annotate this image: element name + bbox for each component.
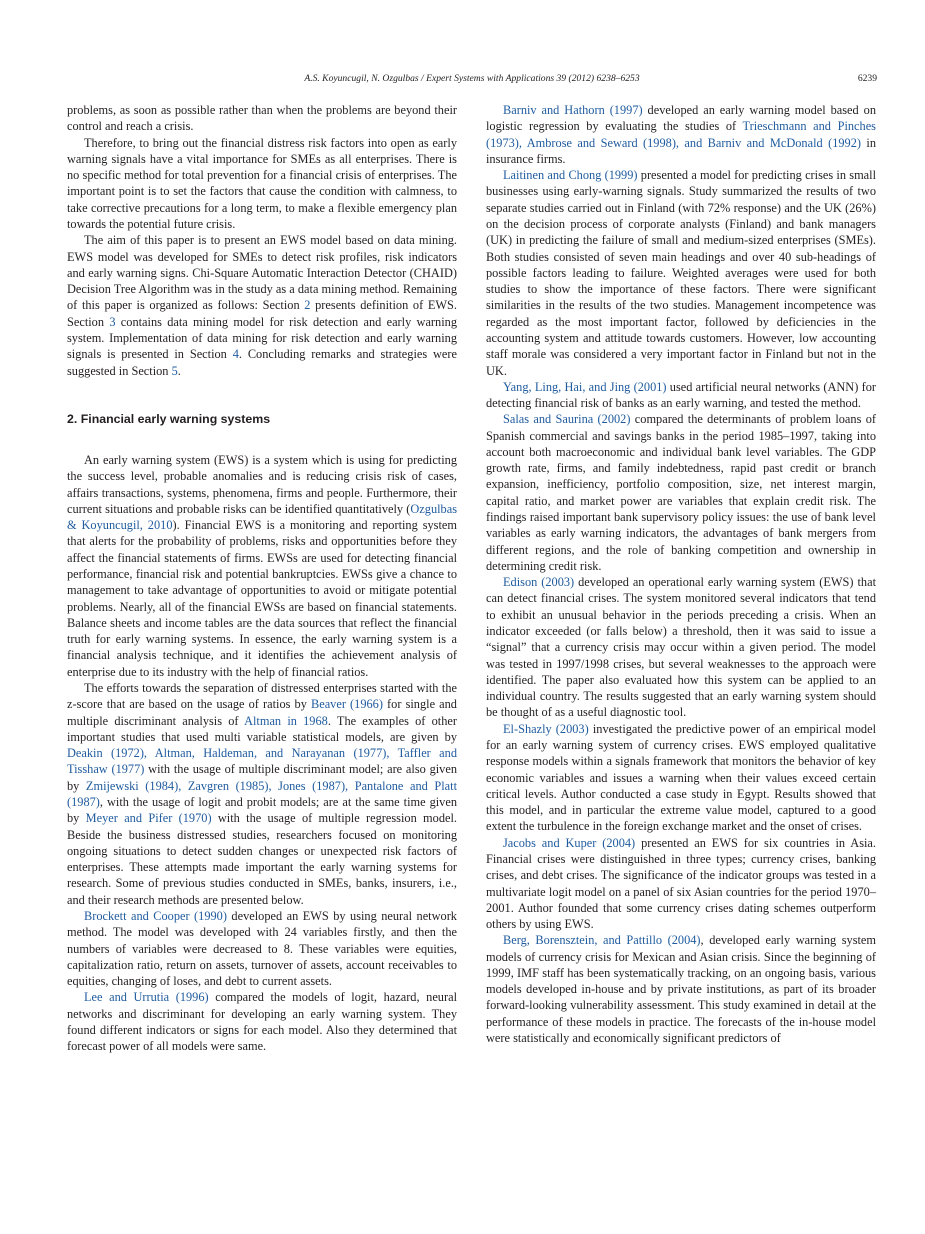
left-column <box>67 102 457 1054</box>
section-link[interactable]: 3 <box>109 314 116 329</box>
paragraph-continuation: problems, as soon as possible rather than when the problems are beyond their control and reach a crisis. <box>67 103 457 134</box>
paragraph-ews-definition: An early warning system (EWS) is a system which is using for predicting the success level, probable anomalies and is reducing crisis risk of cases, affairs transactions, systems, phenomena, firms and people. Furthermore, their current situations and probable risks can be identified quantitatively (Ozgulbas & Koyuncugil, 2010). Financial EWS is a monitoring and reporting system that alerts for the probability of problems, risks and opportunities before they affect the financial statements of firms. EWSs are used for detecting financial performance, financial risk and potential bankruptcies. EWSs give a chance to management to take advantage of opportunities to avoid or mitigate potential problems. Nearly, all of the financial EWSs are based on financial statements. Balance sheets and income tables are the data sources that reflect the financial truth for early warning systems. In essence, the early warning system is a financial analysis technique, and it identifies the achievement analysis of enterprise due to its industry with the help of financial ratios. <box>67 453 457 679</box>
citation-link[interactable]: Edison (2003) <box>503 575 575 590</box>
citation-link[interactable]: Ozgulbas & Koyuncugil, 2010 <box>67 501 457 533</box>
paragraph-salas: Salas and Saurina (2002) compared the determinants of problem loans of Spanish commercial and savings banks in the period 1985–1997, taking into account both macroeconomic and individual bank level variables. The GDP growth rate, firms, and family indebtedness, rapid past credit or branch expansion, inefficiency, portfolio composition, size, net interest margin, capital ratio, and market power are variables that explain credit risk. The findings raised important bank supervisory policy issues: the use of bank level variables as early warning indicators, the advantages of bank mergers from different regions, and the role of banking competition and ownership in determining credit risk. <box>486 412 876 573</box>
paragraph-berg: Berg, Borensztein, and Pattillo (2004), developed early warning system models of currency crisis for Mexican and Asian crisis. Since the beginning of 1999, IMF staff has been systematically tracking, on an ongoing basis, various models developed in-house and by private institutions, as part of its broader forward-looking vulnerability assessment. This study examined in detail at the performance of these models in practice. The forecasts of the in-house model were statistically and economically significant predictors of <box>486 933 877 1046</box>
paragraph-laitinen: Laitinen and Chong (1999) presented a model for predicting crises in small businesses using early-warning signals. Study summarized the results of two separate studies carried out in Finland (with 72% response) and the UK (26%) on the decision process of corporate analysts (Finland) and bank managers (UK) in predicting the failure of small and medium-sized enterprises (SMEs). Both studies consisted of seven main headings and over 40 sub-headings of possible factors leading to failure. Weighted averages were used for both studies to show the importance of these factors. There were significant similarities in the results of the two studies. Management incompetence was regarded as the most important factor, followed by deficiencies in the accounting system and attitude towards customers. However, low accounting staff morale was considered a very important factor in Finland but not in the UK. <box>486 168 877 378</box>
section-link[interactable]: 4 <box>232 347 239 362</box>
paragraph-therefore: Therefore, to bring out the financial distress risk factors into open as early warning signals have a vital importance for SMEs as all enterprises. There is no specific method for total prevention for a financial crisis of enterprises. The important point is to set the factors that cause the condition with calmness, to take corrective precautions for a long term, to make a flexible emergency plan towards the potential future crisis. <box>67 135 457 231</box>
paragraph-brockett: Brockett and Cooper (1990) developed an EWS by using neural network method. The model was developed with 24 variables firstly, and then the numbers of variables were decreased to 8. These variables were equities, capitalization ratio, return on assets, turnover of assets, account receivables to equities, changing of loses, and debt to current assets. <box>67 908 457 989</box>
citation-link[interactable]: Trieschmann and Pinches (1973), Ambrose and Seward (1998), and Barniv and McDonald (1992) <box>486 119 876 150</box>
paragraph-efforts: The efforts towards the separation of distressed enterprises started with the z-score that are based on the usage of ratios by Beaver (1966) for single and multiple discriminant analysis of Altman in 1968. The examples of other important studies that used multi variable statistical models, are given by Deakin (1972), Altman, Haldeman, and Narayanan (1977), Taffler and Tisshaw (1977) with the usage of multiple discriminant model; are also given by Zmijewski (1984), Zavgren (1985), Jones (1987), Pantalone and Platt (1987), with the usage of logit and probit models; are at the same time given by Meyer and Pifer (1970) with the usage of multiple regression model. Beside the business distressed studies, researchers focused on monitoring ongoing situations to detect sudden changes or unexpected risk factors of enterprises. These attempts made important the early warning systems for research. Some of previous studies conducted in SMEs, banks, insurers, i.e., and their research methods are presented below. <box>67 681 458 907</box>
paragraph-aim: The aim of this paper is to present an EWS model based on data mining. EWS model was developed for SMEs to detect risk profiles, risk indicators and early warning signs. Chi-Square Automatic Interaction Detector (CHAID) Decision Tree Algorithm was in the study as a data mining method. Remaining of this paper is organized as follows: Section 2 presents definition of EWS. Section 3 contains data mining model for risk detection and early warning system. Implementation of data mining for risk detection and early warning signals is presented in Section 4. Concluding remarks and strategies were suggested in Section 5. <box>67 233 457 378</box>
right-column <box>486 102 876 1046</box>
citation-link[interactable]: Barniv and Hathorn (1997) <box>503 103 643 117</box>
running-header <box>67 73 877 87</box>
paragraph-edison: Edison (2003) developed an operational early warning system (EWS) that can detect financial crises. The system monitored several indicators that tend to exhibit an unusual behavior in the periods preceding a crisis. When an indicator exceeded (or falls below) a threshold, then it was said to issue a “signal” that a currency crisis may occur within a given period. The model was tested in 1997/1998 crises, but several weaknesses to the approach were identified. The paper also evaluated how this system can be applied to an individual country. The results suggested that an early warning system should be thought of as a useful diagnostic tool. <box>486 575 876 720</box>
citation-link[interactable]: Meyer and Pifer (1970) <box>85 811 212 826</box>
paragraph-el-shazly: El-Shazly (2003) investigated the predictive power of an empirical model for an early warning system of currency crises. EWS employed qualitative response models within a signals framework that monitors the behavior of key economic variables and issues a warning when their values exceed certain critical levels. Author conducted a case study in Egypt. Results showed that this model, and in particular the extreme value model, captured to a good extent the turbulence in the foreign exchange market and the onset of crises. <box>486 721 877 834</box>
paragraph-yang: Yang, Ling, Hai, and Jing (2001) used artificial neural networks (ANN) for detecting financial risk of banks as an early warning, and tested the method. <box>486 379 876 411</box>
citation-link[interactable]: Yang, Ling, Hai, and Jing (2001) <box>503 379 667 394</box>
section-link[interactable]: 5 <box>171 363 178 378</box>
citation-link[interactable]: Jacobs and Kuper (2004) <box>503 835 636 850</box>
citation-link[interactable]: Brockett and Cooper (1990) <box>84 908 227 923</box>
paragraph-lee: Lee and Urrutia (1996) compared the models of logit, hazard, neural networks and discriminant for developing an early warning system. They found different indicators or signs for each model. Also they determined that forecast power of all models were same. <box>67 990 457 1054</box>
citation-link[interactable]: Zmijewski (1984), Zavgren (1985), Jones (1987), Pantalone and Platt (1987) <box>67 778 457 809</box>
citation-link[interactable]: El-Shazly (2003) <box>503 721 589 736</box>
section-heading: 2. Financial early warning systems <box>67 411 271 426</box>
citation-link[interactable]: Laitinen and Chong (1999) <box>503 168 638 183</box>
citation-link[interactable]: Beaver (1966) <box>310 697 383 712</box>
citation-link[interactable]: Deakin (1972), Altman, Haldeman, and Narayanan (1977), Taffler and Tisshaw (1977) <box>67 746 457 777</box>
page-number: 6239 <box>857 73 877 84</box>
section-link[interactable]: 2 <box>304 298 311 313</box>
citation-link[interactable]: Salas and Saurina (2002) <box>503 412 631 427</box>
citation-link[interactable]: Berg, Borensztein, and Pattillo (2004) <box>503 933 701 948</box>
running-title: A.S. Koyuncugil, N. Ozgulbas / Expert Systems with Applications 39 (2012) 6238–6253 <box>304 73 640 84</box>
paragraph-jacobs: Jacobs and Kuper (2004) presented an EWS for six countries in Asia. Financial crises were distinguished in three types; currency crises, banking crises, and debt crises. The significance of the indicator groups was tested in a multivariate logit model on a panel of six Asian countries for the period 1970–2001. Author founded that some currency crises dating schemes outperform others by using EWS. <box>486 835 876 932</box>
paragraph-barniv: Barniv and Hathorn (1997) developed an early warning model based on logistic regression by evaluating the studies of Trieschmann and Pinches (1973), Ambrose and Seward (1998), and Barniv and McDonald (1992) in insurance firms. <box>486 103 877 166</box>
citation-link[interactable]: Lee and Urrutia (1996) <box>84 990 209 1005</box>
citation-link[interactable]: Altman in 1968 <box>244 713 328 728</box>
